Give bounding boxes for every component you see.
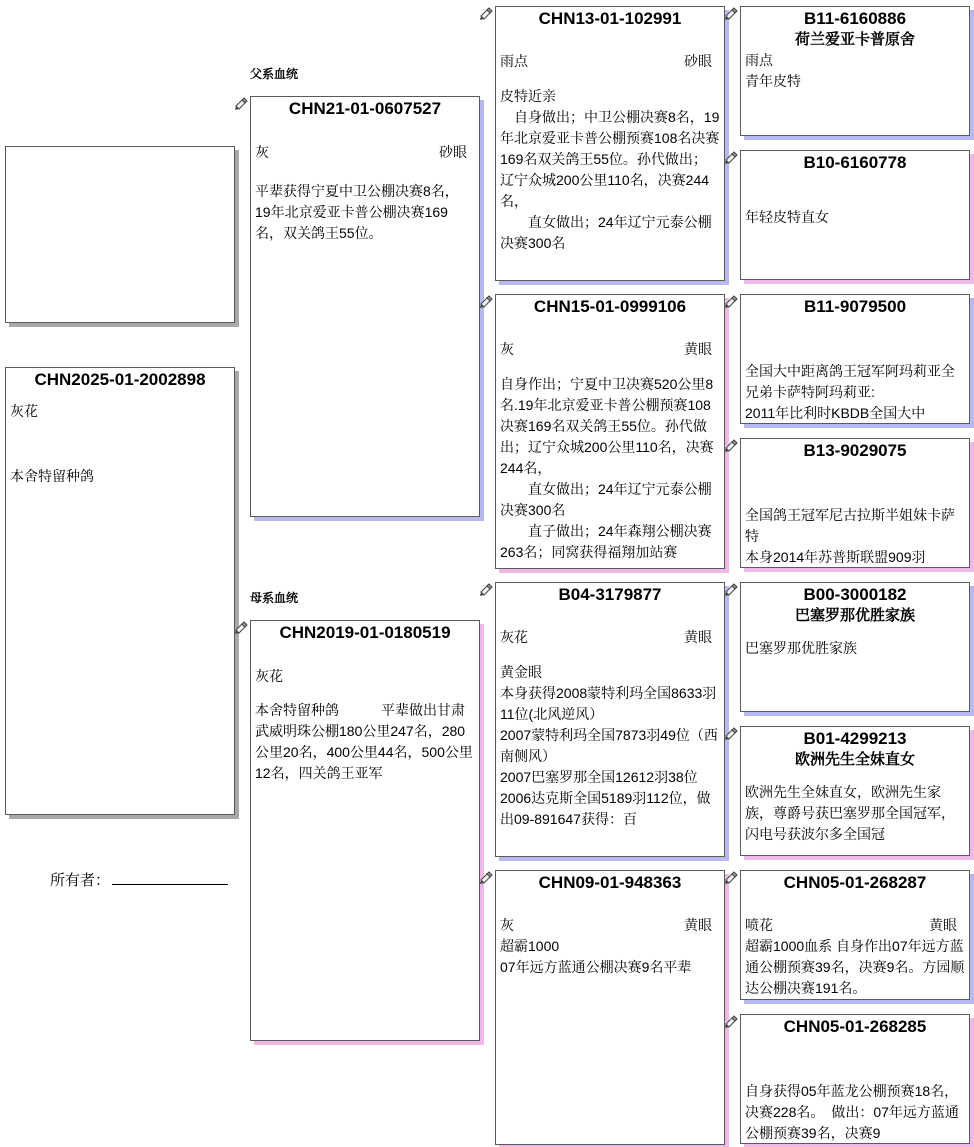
ddd-desc: 自身获得05年蓝龙公棚预赛18名，决赛228名。 做出：07年远方蓝通公棚预赛39名，决赛9 <box>745 1083 959 1141</box>
ds-color: 灰花 <box>500 629 528 645</box>
edit-icon[interactable] <box>724 727 738 741</box>
sire-desc: 平辈获得宁夏中卫公棚决赛8名， 19年北京爱亚卡普公棚决赛169名，双关鸽王55位。 <box>255 183 459 241</box>
ss-color: 雨点 <box>500 53 528 69</box>
dss-ring: B00-3000182 <box>803 585 907 604</box>
edit-icon[interactable] <box>234 97 248 111</box>
sds-card[interactable] <box>740 294 970 424</box>
edit-icon[interactable] <box>724 583 738 597</box>
dd-eye: 黄眼 <box>684 917 712 933</box>
sd-eye: 黄眼 <box>684 341 712 357</box>
dd-color: 灰 <box>500 917 514 933</box>
dsd-card[interactable] <box>740 726 970 856</box>
sdd-ring: B13-9029075 <box>803 441 907 460</box>
owner-field[interactable] <box>50 869 228 890</box>
subject-ring: CHN2025-01-2002898 <box>34 370 206 389</box>
sss-card[interactable] <box>740 6 970 136</box>
ssd-ring: B10-6160778 <box>803 153 907 172</box>
ssd-desc: 年轻皮特直女 <box>745 209 829 225</box>
dam-card[interactable] <box>250 620 480 1041</box>
sire-section-label: 父系血统 <box>250 67 299 81</box>
sire-dam-card[interactable] <box>495 294 725 569</box>
dd-desc: 超霸1000 07年远方蓝通公棚决赛9名平辈 <box>500 938 692 975</box>
subject-color: 灰花 <box>10 403 38 419</box>
dsd-desc: 欧洲先生全妹直女，欧洲先生家族，尊爵号获巴塞罗那全国冠军，闪电号获波尔多全国冠 <box>745 784 955 842</box>
edit-icon[interactable] <box>479 7 493 21</box>
ddd-card[interactable] <box>740 1014 970 1144</box>
sd-desc: 自身作出；宁夏中卫决赛520公里8名.19年北京爱亚卡普公棚预赛108决赛169名双关鸽王55位。孙代做出；辽宁众城200公里110名，决赛244名， 直女做出；24年辽宁元泰公棚决赛300名 直子做出；24年森翔公棚决赛263名；同窝获得福翔加站赛 <box>500 376 714 560</box>
edit-icon[interactable] <box>479 295 493 309</box>
dds-desc: 超霸1000血系 自身作出07年远方蓝通公棚预赛39名，决赛9名。方园顺达公棚决赛191名。 <box>745 938 965 996</box>
ds-eye: 黄眼 <box>684 629 712 645</box>
ddd-ring: CHN05-01-268285 <box>783 1017 927 1036</box>
ss-desc: 皮特近亲 自身做出；中卫公棚决赛8名，19年北京爱亚卡普公棚预赛108名决赛169名双关鸽王55位。孙代做出；辽宁众城200公里110名，决赛244名， 直女做出；24年辽宁元泰公棚决赛300名 <box>500 88 720 251</box>
edit-icon[interactable] <box>479 871 493 885</box>
sire-card[interactable] <box>250 96 480 517</box>
dam-sire-card[interactable] <box>495 582 725 857</box>
sdd-card[interactable] <box>740 438 970 568</box>
dam-ring: CHN2019-01-0180519 <box>279 623 451 642</box>
subject-card[interactable] <box>5 367 235 815</box>
ss-ring: CHN13-01-102991 <box>538 9 682 28</box>
edit-icon[interactable] <box>724 7 738 21</box>
sdd-desc: 全国鸽王冠军尼古拉斯半姐妹卡萨特 本身2014年苏普斯联盟909羽 <box>745 507 955 565</box>
sd-color: 灰 <box>500 341 514 357</box>
dds-ring: CHN05-01-268287 <box>783 873 927 892</box>
dss-card[interactable] <box>740 582 970 712</box>
edit-icon[interactable] <box>234 621 248 635</box>
sire-color: 灰 <box>255 144 269 160</box>
owner-label: 所有者： <box>50 872 111 889</box>
dsd-loft: 欧洲先生全妹直女 <box>794 751 915 768</box>
dd-ring: CHN09-01-948363 <box>538 873 682 892</box>
dss-loft: 巴塞罗那优胜家族 <box>794 607 915 624</box>
dsd-ring: B01-4299213 <box>803 729 907 748</box>
sds-desc: 全国大中距离鸽王冠军阿玛莉亚全兄弟卡萨特阿玛莉亚: 2011年比利时KBDB全国大中 <box>745 363 955 421</box>
sire-ring: CHN21-01-0607527 <box>288 99 442 118</box>
sds-ring: B11-9079500 <box>803 297 907 316</box>
edit-icon[interactable] <box>724 151 738 165</box>
dam-desc: 本舍特留种鸽 平辈做出甘肃武威明珠公棚180公里247名，280公里20名，400公里44名，500公里12名，四关鸽王亚军 <box>255 702 473 781</box>
edit-icon[interactable] <box>724 871 738 885</box>
ssd-card[interactable] <box>740 150 970 280</box>
edit-icon[interactable] <box>724 439 738 453</box>
sire-eye: 砂眼 <box>439 144 467 160</box>
ss-eye: 砂眼 <box>684 53 712 69</box>
sss-desc: 青年皮特 <box>745 73 801 89</box>
edit-icon[interactable] <box>479 583 493 597</box>
photo-box[interactable] <box>5 146 235 323</box>
sss-color: 雨点 <box>745 52 773 68</box>
dss-desc: 巴塞罗那优胜家族 <box>745 640 857 656</box>
dds-color: 喷花 <box>745 917 773 933</box>
sire-sire-card[interactable] <box>495 6 725 281</box>
dam-color: 灰花 <box>255 668 283 684</box>
dds-eye: 黄眼 <box>929 917 957 933</box>
sss-ring: B11-6160886 <box>803 9 907 28</box>
dam-section-label: 母系血统 <box>250 591 299 605</box>
edit-icon[interactable] <box>724 295 738 309</box>
sss-loft: 荷兰爱亚卡普原舍 <box>794 31 915 48</box>
dam-dam-card[interactable] <box>495 870 725 1145</box>
owner-line[interactable] <box>112 870 228 885</box>
subject-note: 本舍特留种鸽 <box>10 468 94 484</box>
dds-card[interactable] <box>740 870 970 1000</box>
sd-ring: CHN15-01-0999106 <box>533 297 687 316</box>
edit-icon[interactable] <box>724 1015 738 1029</box>
ds-desc: 黄金眼 本身获得2008蒙特利玛全国8633羽11位(北风逆风） 2007蒙特利玛全国7873羽49位（西南侧风） 2007巴塞罗那全国12612羽38位 2006达克斯全国5189羽112位，做出09-891647获得：百 <box>500 664 718 827</box>
ds-ring: B04-3179877 <box>558 585 662 604</box>
